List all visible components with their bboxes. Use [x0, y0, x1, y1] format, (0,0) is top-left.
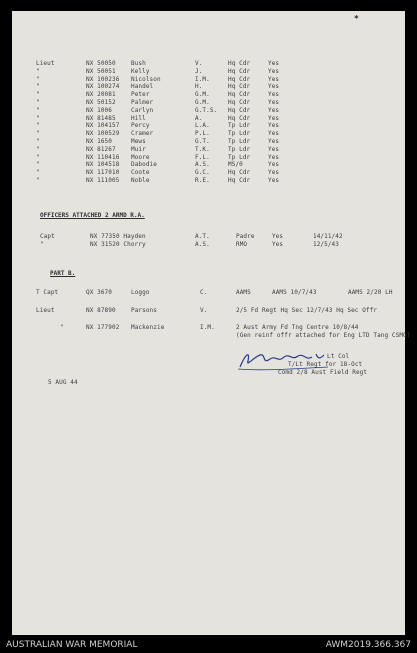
attached-row-cell: A.S.: [195, 241, 210, 248]
signature-rank: Lt Col: [327, 353, 350, 360]
officer-row-cell: ": [36, 145, 40, 153]
attached-row-cell: A.T.: [195, 233, 210, 240]
officer-row-cell: Yes: [268, 138, 280, 145]
part-b-row-cell: QX 3670: [86, 289, 112, 296]
officer-row-cell: Yes: [268, 130, 280, 138]
officer-row-cell: Yes: [268, 169, 280, 177]
part-b-row-cell: Loggo: [131, 289, 150, 296]
officer-row-cell: ": [36, 153, 40, 161]
officer-row-cell: F.L.: [195, 153, 210, 161]
officer-row-cell: Hq Cdr: [228, 169, 251, 177]
part-b-row-cell: NX 87890: [86, 307, 116, 314]
officer-row-cell: Yes: [268, 91, 280, 99]
officer-row-cell: G.C.: [195, 169, 210, 177]
officer-row-cell: I.M.: [195, 75, 210, 83]
officer-row-cell: P.L.: [195, 130, 210, 138]
officer-row-cell: Tp Ldr: [228, 130, 251, 138]
officer-row-cell: NX 1650: [86, 138, 112, 145]
officer-row-cell: Moore: [131, 153, 150, 161]
officer-row-cell: Bush: [131, 60, 146, 67]
attached-row-cell: ": [40, 241, 44, 248]
officer-row-cell: Kelly: [131, 67, 150, 75]
officer-row-cell: NX 111005: [86, 177, 120, 184]
attached-row-cell: Capt: [40, 233, 55, 240]
officer-row-cell: NX 100274: [86, 83, 120, 91]
officer-row-cell: V.: [195, 60, 203, 67]
officer-row-cell: G.T.: [195, 138, 210, 145]
part-b-row-cell: Parsons: [131, 307, 157, 314]
officer-row-cell: NX 104518: [86, 161, 120, 169]
officer-row-cell: Yes: [268, 83, 280, 91]
officer-row-cell: NX 100236: [86, 75, 120, 83]
officer-row-cell: MS/0: [228, 161, 243, 169]
part-b-row-cell: ": [60, 324, 64, 331]
officer-row-cell: ": [36, 99, 40, 106]
officer-row-cell: ": [36, 75, 40, 83]
part-b-row-cell: 2 Aust Army Fd Tng Centre 10/8/44: [236, 324, 359, 331]
officer-row-cell: Yes: [268, 60, 280, 67]
officer-row-cell: G.M.: [195, 91, 210, 99]
attached-row-cell: 14/11/42: [313, 233, 343, 240]
officer-row-cell: Yes: [268, 75, 280, 83]
officer-row-cell: G.M.: [195, 99, 210, 106]
corner-mark: *: [354, 14, 359, 23]
part-b-row-cell: T Capt: [36, 289, 59, 296]
officer-row-cell: Dabodie: [131, 161, 157, 169]
officer-row-cell: NX 20081: [86, 91, 116, 99]
officer-row-cell: ": [36, 122, 40, 130]
officer-row-cell: NX 50050: [86, 60, 116, 67]
officer-row-cell: Hq Cdr: [228, 106, 251, 114]
officer-row-cell: ": [36, 161, 40, 169]
officer-row-cell: Hq Cdr: [228, 67, 251, 75]
officer-row-cell: Nicolson: [131, 75, 161, 83]
officer-row-cell: NX 81485: [86, 114, 116, 122]
officer-row-cell: NX 81267: [86, 145, 116, 153]
officer-row-cell: Yes: [268, 99, 280, 106]
officer-row-cell: ": [36, 83, 40, 91]
officer-row-cell: Palmer: [131, 99, 154, 106]
officer-row-cell: L.A.: [195, 122, 210, 130]
officer-row-cell: ": [36, 130, 40, 138]
part-b-row-cell: Lieut: [36, 307, 55, 314]
part-b-row-cell: (Gen reinf offr attached for Eng LTD Tang CSMG): [236, 332, 411, 339]
attached-row-cell: 12/5/43: [313, 241, 339, 248]
officer-row-cell: T.K.: [195, 145, 210, 153]
officer-row-cell: Yes: [268, 122, 280, 130]
officer-row-cell: Peter: [131, 91, 150, 99]
part-b-row-cell: NX 177902: [86, 324, 120, 331]
officer-row-cell: Coote: [131, 169, 150, 177]
officer-row-cell: H.: [195, 83, 203, 91]
officer-row-cell: ": [36, 67, 40, 75]
officer-row-cell: NX 1006: [86, 106, 112, 114]
attached-row-cell: NX 77350 Hayden: [90, 233, 146, 240]
part-b-row-cell: AAMS 2/20 LH: [348, 289, 393, 296]
signature-title: T/Lt Regt for 18-Oct: [288, 361, 363, 368]
attached-row-cell: Padre: [236, 233, 255, 240]
attached-row-cell: RMO: [236, 241, 248, 248]
officer-row-cell: ": [36, 177, 40, 184]
officer-row-cell: J.: [195, 67, 203, 75]
officer-row-cell: Hq Cdr: [228, 114, 251, 122]
officer-row-cell: Cramer: [131, 130, 154, 138]
officer-row-cell: Tp Ldr: [228, 122, 251, 130]
officer-row-cell: Hq Cdr: [228, 75, 251, 83]
officer-row-cell: NX 50152: [86, 99, 116, 106]
officer-row-cell: A.: [195, 114, 203, 122]
attached-row-cell: NX 31520 Chorry: [90, 241, 146, 248]
officer-row-cell: ": [36, 106, 40, 114]
officer-row-cell: R.E.: [195, 177, 210, 184]
officer-row-cell: NX 104157: [86, 122, 120, 130]
officer-row-cell: Yes: [268, 114, 280, 122]
officer-row-cell: Hq Cdr: [228, 60, 251, 67]
officer-row-cell: Yes: [268, 145, 280, 153]
attached-officers-heading: OFFICERS ATTACHED 2 ARMD R.A.: [40, 212, 145, 219]
officer-row-cell: Percy: [131, 122, 150, 130]
officer-row-cell: Hq Cdr: [228, 83, 251, 91]
officer-row-cell: Tp Ldr: [228, 138, 251, 145]
officer-row-cell: ": [36, 138, 40, 145]
officer-row-cell: Hq Cdr: [228, 177, 251, 184]
officer-row-cell: Yes: [268, 106, 280, 114]
part-b-heading: PART B.: [50, 270, 76, 277]
officer-row-cell: Tp Ldr: [228, 145, 251, 153]
officer-row-cell: Hill: [131, 114, 146, 122]
officer-row-cell: Mews: [131, 138, 146, 145]
signature-command: Comd 2/8 Aust Field Regt: [278, 369, 368, 376]
officer-row-cell: Handel: [131, 83, 154, 91]
officer-row-cell: Yes: [268, 67, 280, 75]
part-b-row-cell: V.: [200, 307, 208, 314]
officer-row-cell: Yes: [268, 153, 280, 161]
officer-row-cell: Yes: [268, 177, 280, 184]
part-b-row-cell: AAMS 10/7/43: [272, 289, 317, 296]
officer-row-cell: A.S.: [195, 161, 210, 169]
date-stamp: 5 AUG 44: [48, 379, 78, 386]
officer-row-cell: ": [36, 91, 40, 99]
officer-row-cell: Carlyn: [131, 106, 154, 114]
officer-row-cell: Tp Ldr: [228, 153, 251, 161]
officer-row-cell: NX 110416: [86, 153, 120, 161]
officer-row-cell: Lieut: [36, 60, 55, 67]
officer-row-cell: Noble: [131, 177, 150, 184]
officer-row-cell: NX 50051: [86, 67, 116, 75]
officer-row-cell: NX 100529: [86, 130, 120, 138]
footer-accession-number: AWM2019.366.367: [325, 640, 411, 650]
part-b-row-cell: 2/5 Fd Regt Hq Sec 12/7/43 Hq Sec Offr: [236, 307, 378, 314]
officer-row-cell: Yes: [268, 161, 280, 169]
footer-institution: AUSTRALIAN WAR MEMORIAL: [6, 640, 138, 650]
attached-row-cell: Yes: [272, 241, 284, 248]
officer-row-cell: G.T.S.: [195, 106, 218, 114]
officer-row-cell: ": [36, 114, 40, 122]
officer-row-cell: Hq Cdr: [228, 91, 251, 99]
officer-row-cell: NX 117010: [86, 169, 120, 177]
attached-row-cell: Yes: [272, 233, 284, 240]
officer-row-cell: Muir: [131, 145, 146, 153]
part-b-row-cell: Mackenzie: [131, 324, 165, 331]
officer-row-cell: ": [36, 169, 40, 177]
part-b-row-cell: AAMS: [236, 289, 251, 296]
part-b-row-cell: C.: [200, 289, 208, 296]
officer-row-cell: Hq Cdr: [228, 99, 251, 106]
part-b-row-cell: I.M.: [200, 324, 215, 331]
